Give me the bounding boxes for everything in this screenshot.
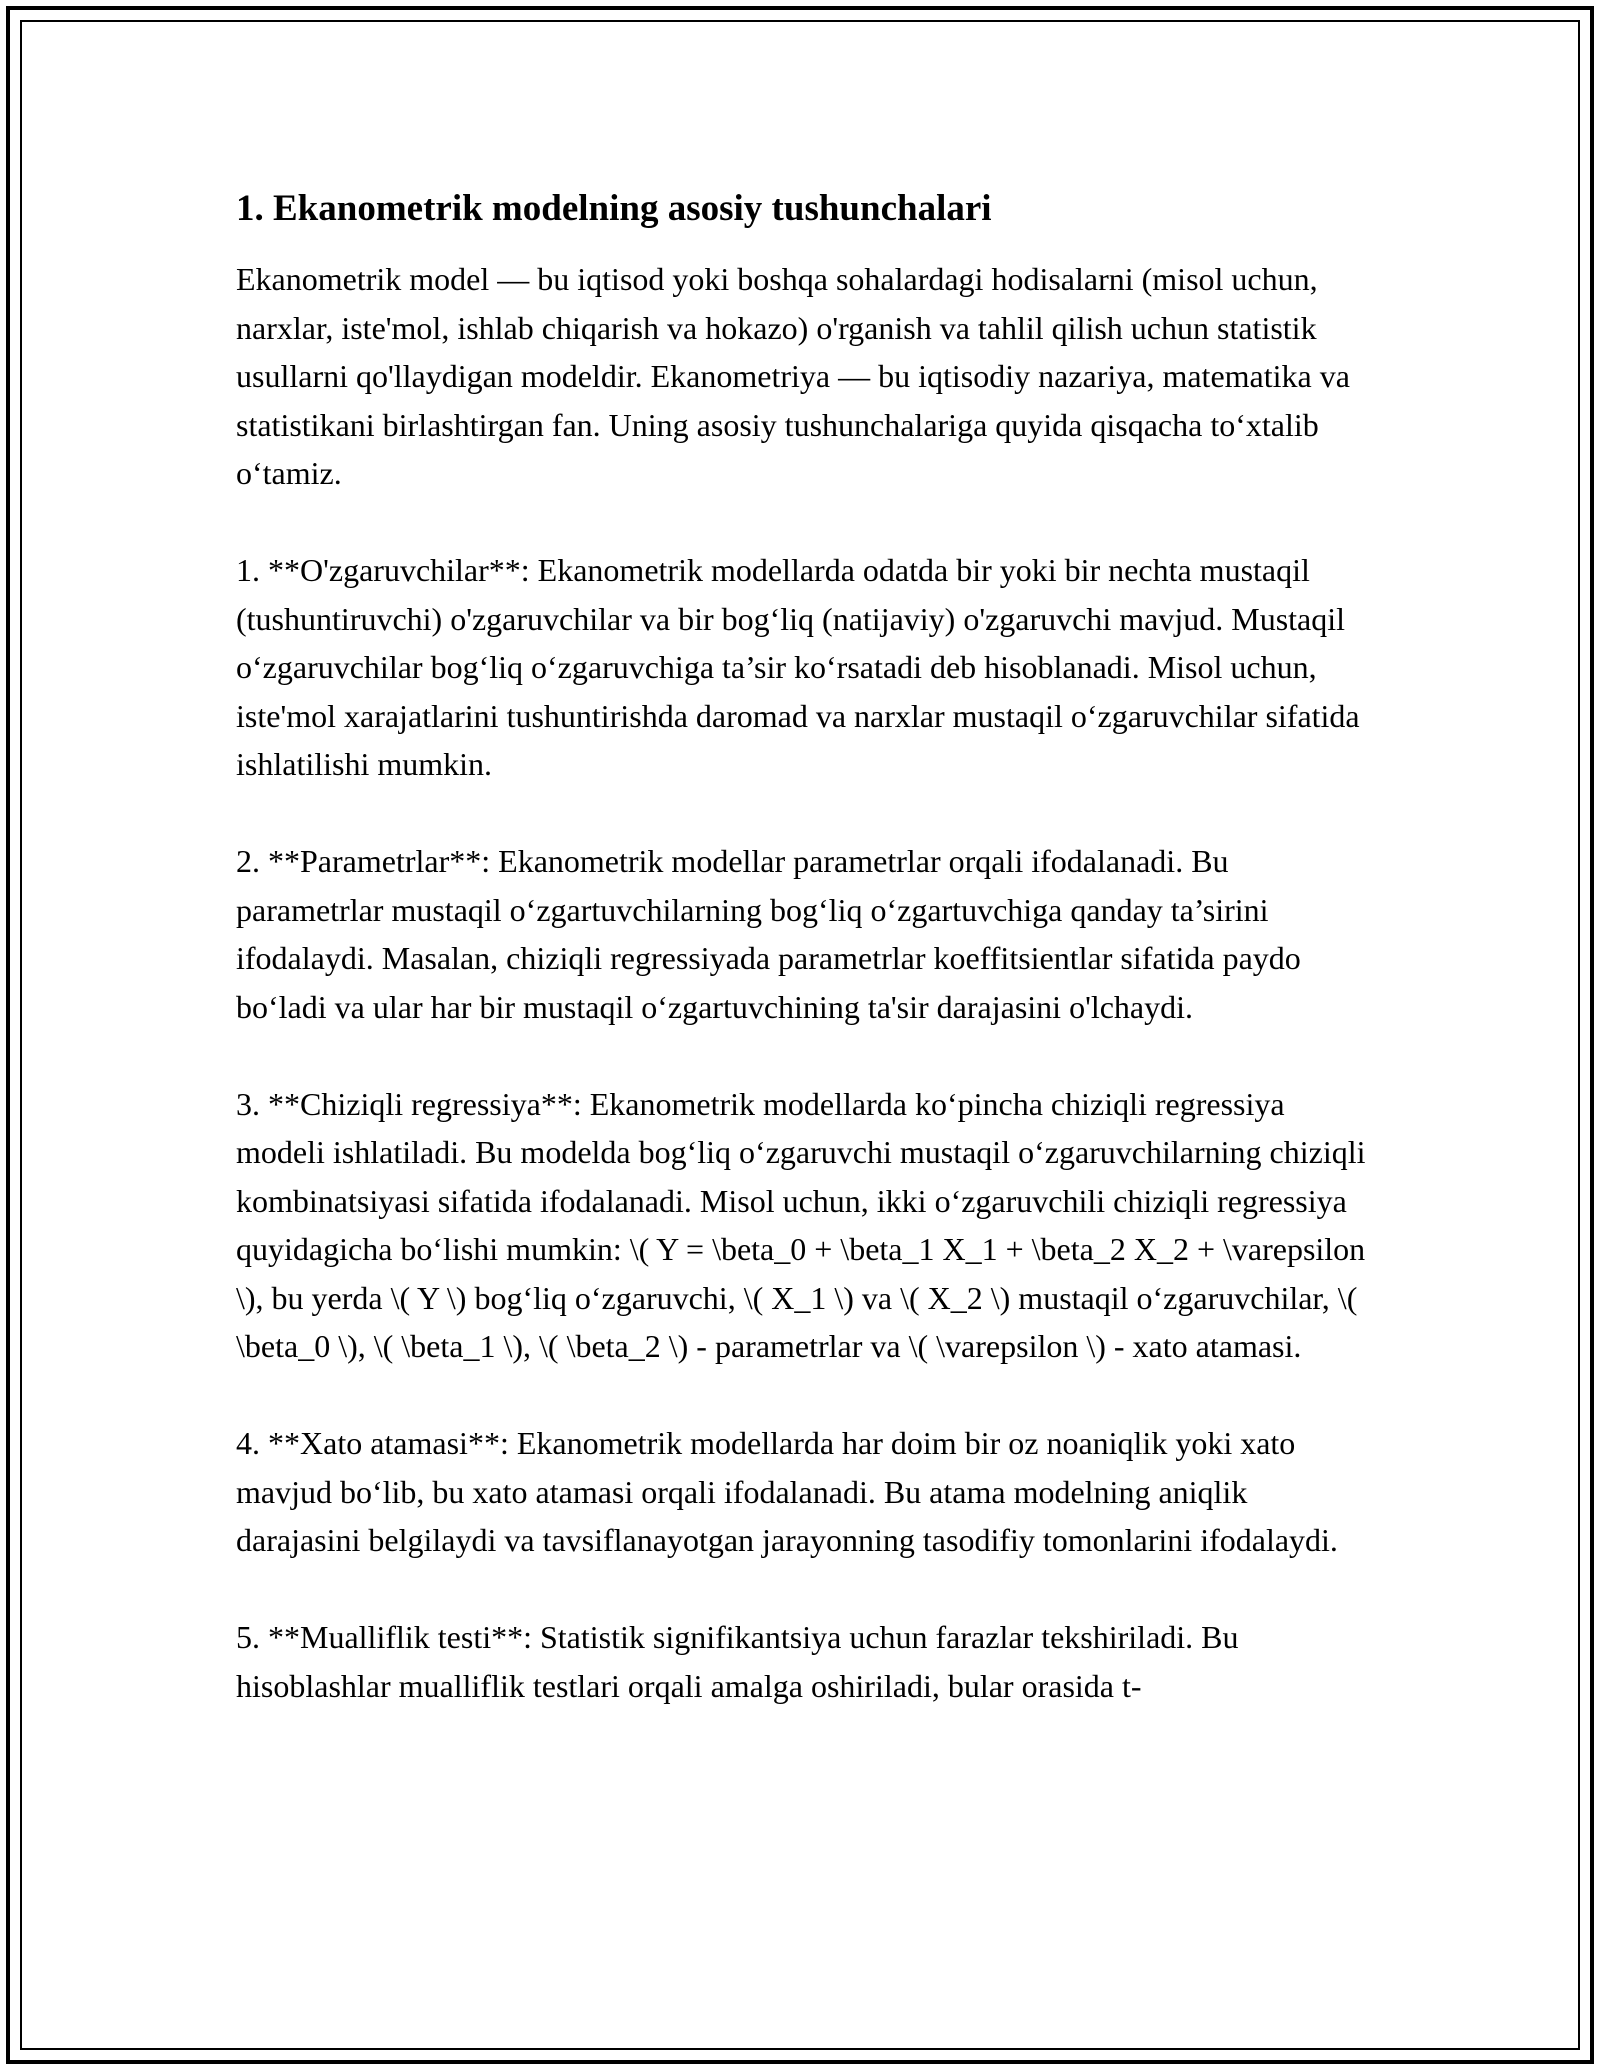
paragraph-parametrlar: 2. **Parametrlar**: Ekanometrik modellar parametrlar orqali ifodalanadi. Bu parametrlar mustaqil o‘zgartuvchilarning bog‘liq o‘zgartuvchiga qanday ta’sirini ifodalaydi. Masalan, chiziqli regressiyada parametrlar koeffitsientlar sifatida paydo bo‘ladi va ular har bir mustaqil o‘zgartuvchining ta'sir darajasini o'lchaydi. [236, 843, 1301, 1025]
paragraph-ozgaruvchilar: 1. **O'zgaruvchilar**: Ekanometrik modellarda odatda bir yoki bir nechta mustaqil (tushuntiruvchi) o'zgaruvchilar va bir bog‘liq (natijaviy) o'zgaruvchi mavjud. Mustaqil o‘zgaruvchilar bog‘liq o‘zgaruvchiga ta’sir ko‘rsatadi deb hisoblanadi. Misol uchun, iste'mol xarajatlarini tushuntirishda daromad va narxlar mustaqil o‘zgaruvchilar sifatida ishlatilishi mumkin. [236, 552, 1360, 782]
paragraph-mualliflik-testi: 5. **Mualliflik testi**: Statistik signifikantsiya uchun farazlar tekshiriladi. Bu hisoblashlar mualliflik testlari orqali amalga oshiriladi, bular orasida t- [236, 1619, 1239, 1704]
paragraph-chiziqli-regressiya: 3. **Chiziqli regressiya**: Ekanometrik modellarda ko‘pincha chiziqli regressiya modeli ishlatiladi. Bu modelda bog‘liq o‘zgaruvchi mustaqil o‘zgaruvchilarning chiziqli kombinatsiyasi sifatida ifodalanadi. Misol uchun, ikki o‘zgaruvchili chiziqli regressiya quyidagicha bo‘lishi mumkin: \( Y = \beta_0 + \beta_1 X_1 + \beta_2 X_2 + \varepsilon \), bu yerda \( Y \) bog‘liq o‘zgaruvchi, \( X_1 \) va \( X_2 \) mustaqil o‘zgaruvchilar, \( \beta_0 \), \( \beta_1 \), \( \beta_2 \) - parametrlar va \( \varepsilon \) - xato atamasi. [236, 1085, 1366, 1364]
document-body [236, 185, 1376, 1759]
page-title: 1. Ekanometrik modelning asosiy tushunchalari [236, 188, 992, 229]
intro-paragraph: Ekanometrik model — bu iqtisod yoki boshqa sohalardagi hodisalarni (misol uchun, narxlar, iste'mol, ishlab chiqarish va hokazo) o'rganish va tahlil qilish uchun statistik usullarni qo'llaydigan modeldir. Ekanometriya — bu iqtisodiy nazariya, matematika va statistikani birlashtirgan fan. Uning asosiy tushunchalariga quyida qisqacha to‘xtalib o‘tamiz. [236, 261, 1350, 491]
paragraph-xato-atamasi: 4. **Xato atamasi**: Ekanometrik modellarda har doim bir oz noaniqlik yoki xato mavjud bo‘lib, bu xato atamasi orqali ifodalanadi. Bu atama modelning aniqlik darajasini belgilaydi va tavsiflanayotgan jarayonning tasodifiy tomonlarini ifodalaydi. [236, 1425, 1338, 1558]
